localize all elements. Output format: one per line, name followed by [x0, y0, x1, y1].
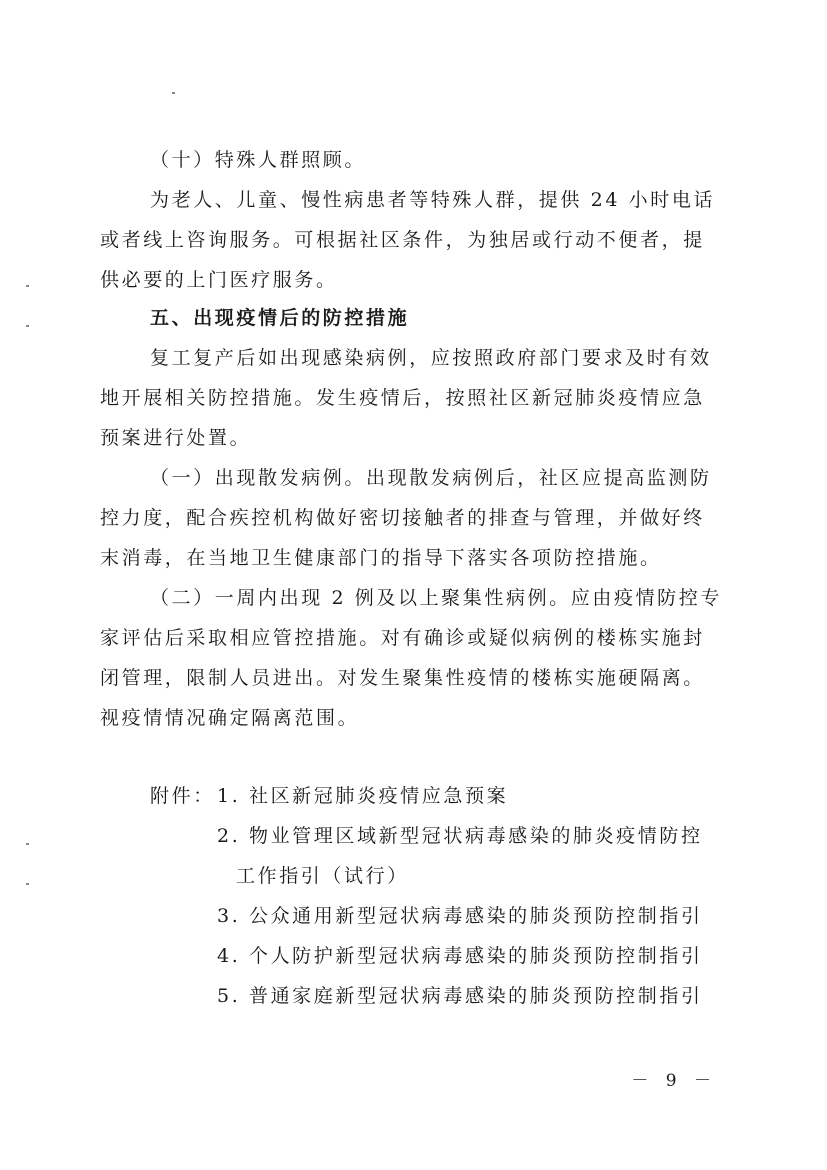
page-number: － 9 － — [631, 1071, 717, 1091]
item-two-line-3: 闭管理，限制人员进出。对发生聚集性疫情的楼栋实施硬隔离。 — [100, 667, 705, 689]
section-five-line-3: 预案进行处置。 — [100, 427, 252, 449]
section-ten-line-3: 供必要的上门医疗服务。 — [100, 269, 338, 291]
attachment-item-2-continued: 工作指引（试行） — [236, 865, 409, 887]
attachment-item-4: 4. 个人防护新型冠状病毒感染的肺炎预防控制指引 — [217, 945, 703, 967]
item-two-line-2: 家评估后采取相应管控措施。对有确诊或疑似病例的楼栋实施封 — [100, 627, 705, 649]
item-one-line-1: （一）出现散发病例。出现散发病例后，社区应提高监测防 — [150, 467, 712, 489]
attachment-item-3: 3. 公众通用新型冠状病毒感染的肺炎预防控制指引 — [217, 905, 703, 927]
scan-mark — [26, 883, 29, 885]
section-five-line-1: 复工复产后如出现感染病例，应按照政府部门要求及时有效 — [150, 347, 712, 369]
section-ten-line-2: 或者线上咨询服务。可根据社区条件，为独居或行动不便者，提 — [100, 229, 705, 251]
section-ten-heading: （十）特殊人群照顾。 — [150, 149, 367, 171]
scan-mark — [172, 92, 175, 94]
item-two-line-4: 视疫情情况确定隔离范围。 — [100, 707, 360, 729]
section-five-heading: 五、出现疫情后的防控措施 — [150, 307, 410, 329]
attachment-item-2: 2. 物业管理区域新型冠状病毒感染的肺炎疫情防控 — [217, 825, 703, 847]
section-five-line-2: 地开展相关防控措施。发生疫情后，按照社区新冠肺炎疫情应急 — [100, 387, 705, 409]
section-ten-line-1: 为老人、儿童、慢性病患者等特殊人群，提供 24 小时电话 — [150, 189, 716, 211]
scan-mark — [26, 843, 29, 845]
item-one-line-2: 控力度，配合疾控机构做好密切接触者的排查与管理，并做好终 — [100, 507, 705, 529]
item-one-line-3: 末消毒，在当地卫生健康部门的指导下落实各项防控措施。 — [100, 547, 662, 569]
attachments-label: 附件： — [150, 785, 215, 807]
scan-mark — [26, 285, 29, 287]
item-two-line-1: （二）一周内出现 2 例及以上聚集性病例。应由疫情防控专 — [150, 587, 722, 609]
attachment-item-1: 1. 社区新冠肺炎疫情应急预案 — [217, 785, 509, 807]
scan-mark — [26, 325, 29, 327]
attachment-item-5: 5. 普通家庭新型冠状病毒感染的肺炎预防控制指引 — [217, 985, 703, 1007]
